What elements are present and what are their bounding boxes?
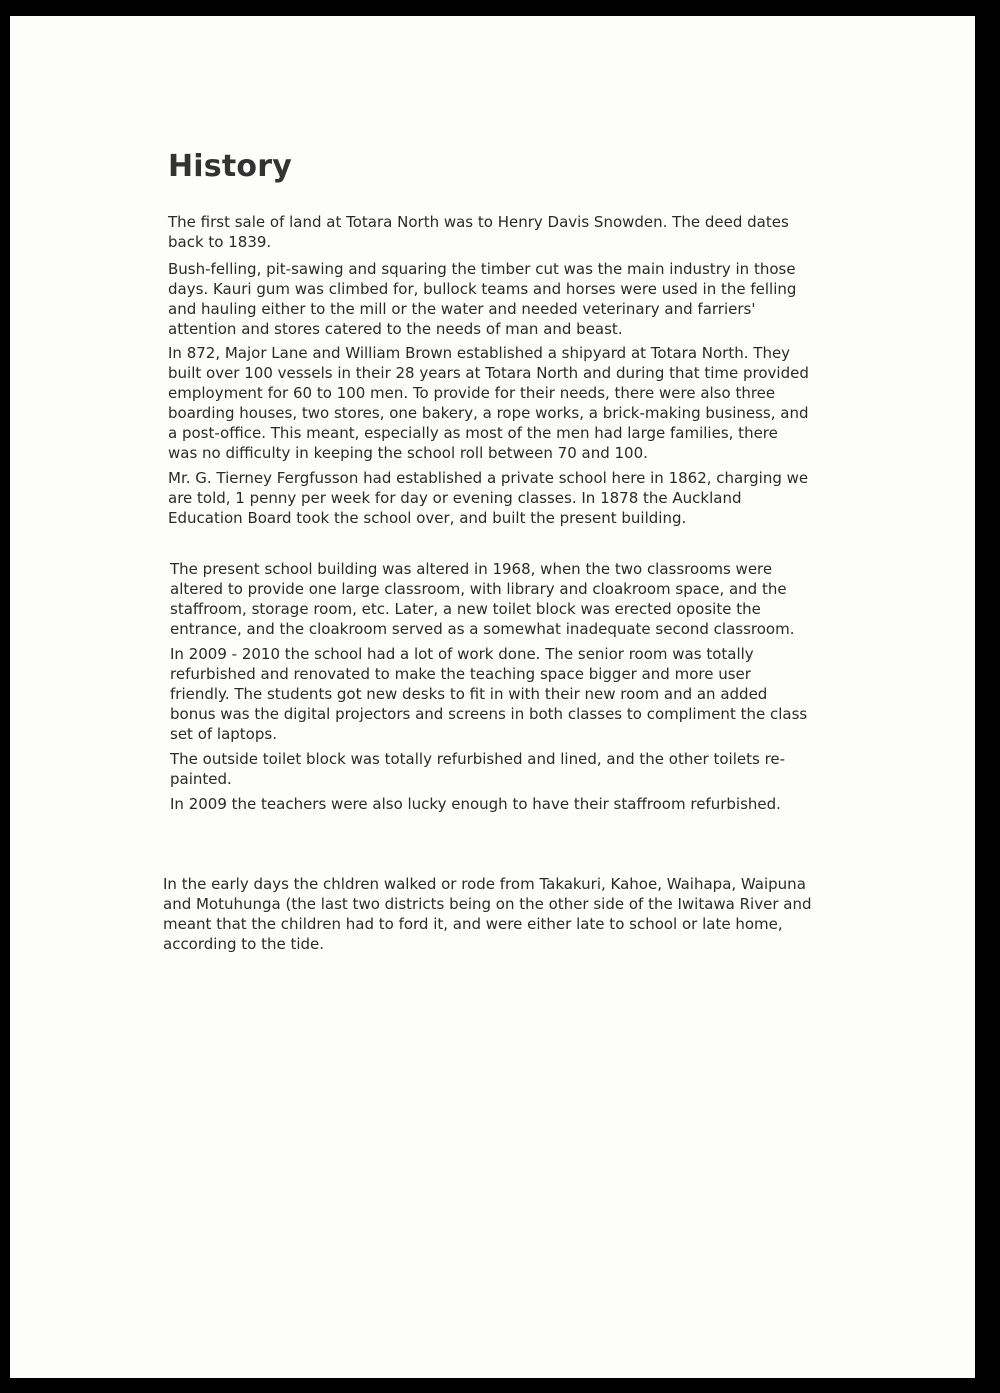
text-line: back to 1839. [168, 233, 272, 251]
text-line: built over 100 vessels in their 28 years at Totara North and during that time provided [168, 364, 809, 382]
paragraph-staffroom [170, 794, 781, 814]
text-line: friendly. The students got new desks to fit in with their new room and an added [170, 685, 768, 703]
text-line: painted. [170, 770, 232, 788]
document-page [10, 16, 975, 1378]
text-line: and hauling either to the mill or the water and needed veterinary and farriers' [168, 300, 756, 318]
text-line: In 2009 - 2010 the school had a lot of work done. The senior room was totally [170, 645, 754, 663]
text-line: In the early days the chldren walked or rode from Takakuri, Kahoe, Waihapa, Waipuna [163, 875, 806, 893]
text-line: entrance, and the cloakroom served as a somewhat inadequate second classroom. [170, 620, 795, 638]
text-line: are told, 1 penny per week for day or evening classes. In 1878 the Auckland [168, 489, 742, 507]
text-line: In 872, Major Lane and William Brown established a shipyard at Totara North. They [168, 344, 791, 362]
text-line: Bush-felling, pit-sawing and squaring the timber cut was the main industry in those [168, 260, 796, 278]
page-title: History [168, 149, 292, 184]
text-line: refurbished and renovated to make the teaching space bigger and more user [170, 665, 751, 683]
text-line: set of laptops. [170, 725, 277, 743]
text-line: attention and stores catered to the needs of man and beast. [168, 320, 623, 338]
text-line: The outside toilet block was totally refurbished and lined, and the other toilets re- [170, 750, 786, 768]
text-line: days. Kauri gum was climbed for, bullock teams and horses were used in the felling [168, 280, 797, 298]
text-line: Education Board took the school over, and built the present building. [168, 509, 687, 527]
text-line: boarding houses, two stores, one bakery, a rope works, a brick-making business, and [168, 404, 809, 422]
paragraph-shipyard [168, 343, 809, 463]
text-line: Mr. G. Tierney Fergfusson had established a private school here in 1862, charging we [168, 469, 809, 487]
text-line: The present school building was altered in 1968, when the two classrooms were [170, 560, 773, 578]
text-line: bonus was the digital projectors and screens in both classes to compliment the class [170, 705, 808, 723]
paragraph-bush-felling [168, 259, 796, 339]
text-line: In 2009 the teachers were also lucky enough to have their staffroom refurbished. [170, 795, 781, 813]
paragraph-early-days [163, 874, 812, 954]
paragraph-land-sale [168, 212, 789, 252]
text-line: meant that the children had to ford it, and were either late to school or late home, [163, 915, 783, 933]
text-line: and Motuhunga (the last two districts being on the other side of the Iwitawa River and [163, 895, 812, 913]
paragraph-private-school [168, 468, 808, 528]
paragraph-toilet-block [170, 749, 785, 789]
text-line: according to the tide. [163, 935, 325, 953]
text-line: The first sale of land at Totara North was to Henry Davis Snowden. The deed dates [168, 213, 789, 231]
text-line: was no difficulty in keeping the school roll between 70 and 100. [168, 444, 648, 462]
paragraph-renovation [170, 644, 807, 744]
text-line: a post-office. This meant, especially as most of the men had large families, there [168, 424, 778, 442]
text-line: employment for 60 to 100 men. To provide for their needs, there were also three [168, 384, 776, 402]
paragraph-building-altered [170, 559, 795, 639]
text-line: altered to provide one large classroom, with library and cloakroom space, and the [170, 580, 787, 598]
text-line: staffroom, storage room, etc. Later, a new toilet block was erected oposite the [170, 600, 761, 618]
